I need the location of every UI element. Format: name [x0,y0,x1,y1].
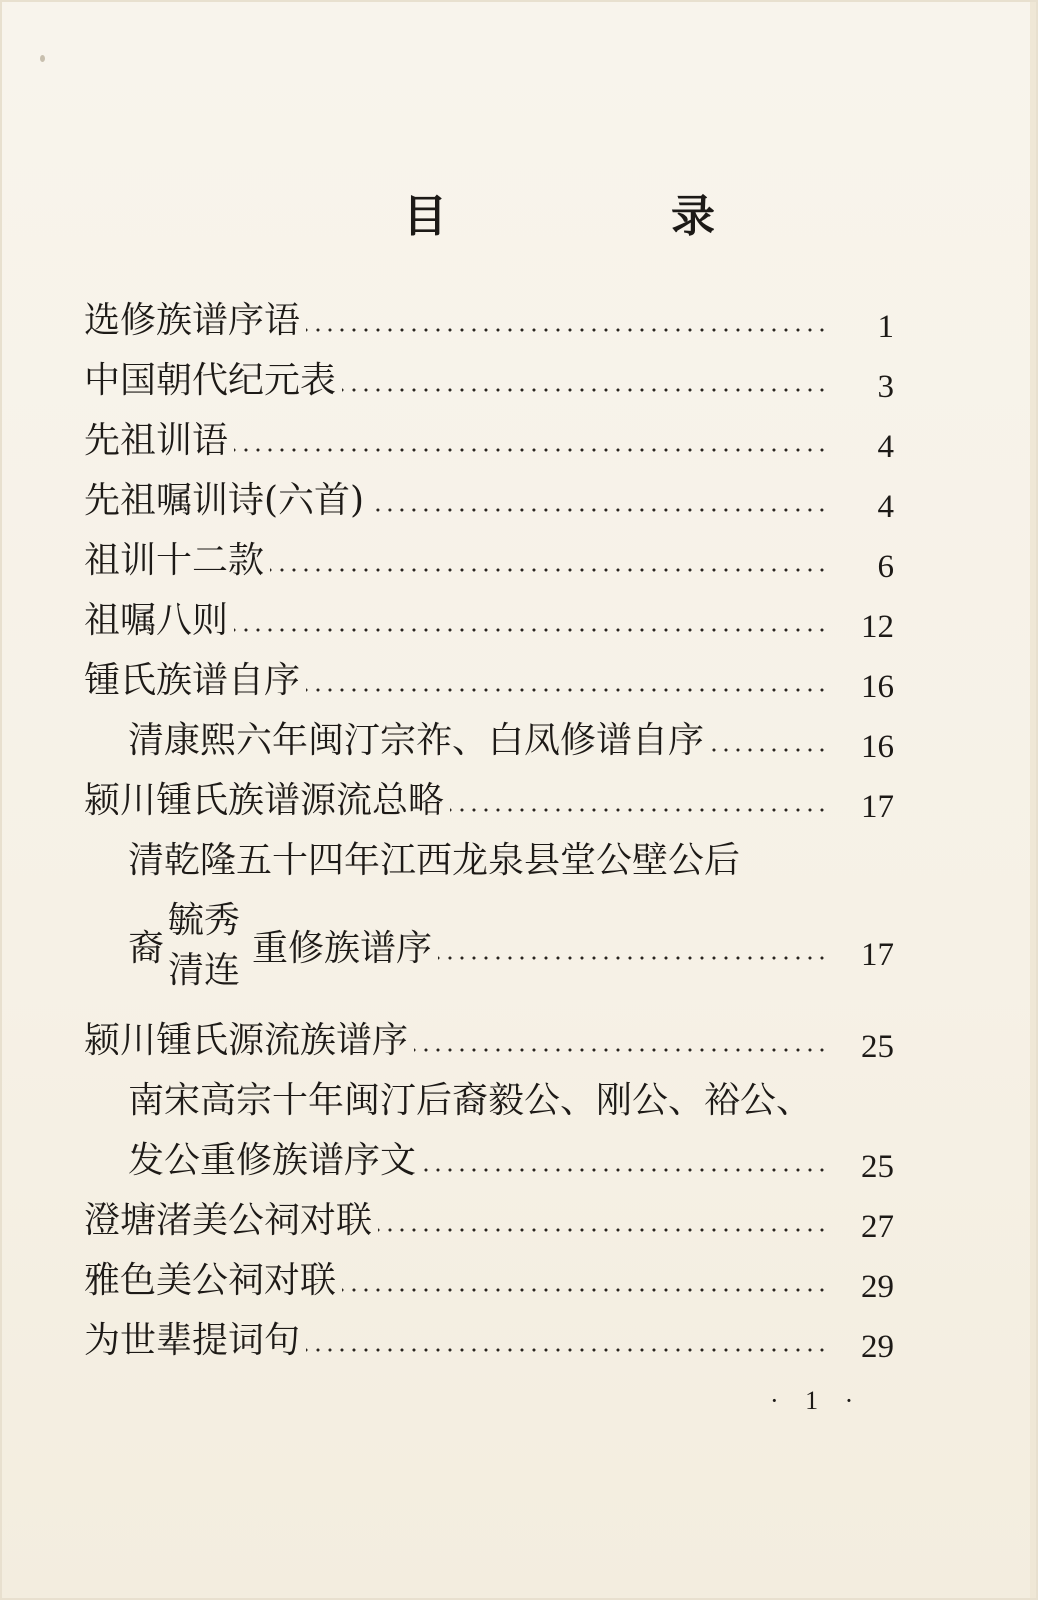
toc-entry-label: 雅色美公祠对联 [84,1260,337,1301]
toc-entry-label: 南宋高宗十年闽汀后裔毅公、刚公、裕公、 [128,1080,813,1121]
toc-page-number: 1 [877,309,894,345]
toc-entry[interactable] [84,416,894,466]
toc-entry-label: 重修族谱序 [252,928,433,969]
dot-leader [746,864,876,876]
dot-leader [306,324,828,336]
dot-leader [306,684,828,696]
dot-leader [306,1344,828,1356]
toc-entry-label: 先祖训语 [84,420,229,461]
toc-entry[interactable] [84,656,894,706]
toc-entry[interactable] [84,536,894,586]
stacked-name-top: 毓秀 [168,900,241,941]
toc-page-number: 25 [861,1149,894,1185]
dot-leader [234,624,828,636]
toc-entry-label: 先祖嘱训诗(六首) [84,480,365,521]
toc-page-number: 4 [877,489,894,525]
toc-subentry[interactable] [128,1136,894,1186]
toc-entry[interactable] [84,476,894,526]
toc-entry-label: 祖训十二款 [84,540,265,581]
toc-page-number: 3 [877,369,894,405]
paper-speck [40,55,45,62]
composite-prefix: 裔 [128,928,165,969]
toc-entry-label: 澄塘渚美公祠对联 [84,1200,373,1241]
toc-entry[interactable] [84,1016,894,1066]
toc-entry[interactable] [84,776,894,826]
toc-page-number: 16 [861,669,894,705]
toc-page-number: 29 [861,1329,894,1365]
page-title: 目 录 [403,191,805,242]
dot-leader [710,744,828,756]
dot-leader [414,1044,828,1056]
toc-entry-label: 中国朝代纪元表 [84,360,337,401]
dot-leader [378,1224,828,1236]
toc-page-number: 16 [861,729,894,765]
toc-entry[interactable] [84,356,894,406]
toc-entry[interactable] [84,296,894,346]
toc-subentry-composite[interactable] [128,896,894,1000]
toc-subentry[interactable] [128,1076,894,1126]
toc-entry-label: 发公重修族谱序文 [128,1140,417,1181]
toc-page-number: 6 [877,549,894,585]
toc-entry-label: 清康熙六年闽汀宗祚、白凤修谱自序 [128,720,705,761]
toc-page-number: 4 [877,429,894,465]
dot-leader [422,1164,828,1176]
toc-subentry[interactable] [128,836,894,886]
dot-leader [370,504,828,516]
dot-leader [438,952,828,964]
toc-entry-label: 颍川锺氏族谱源流总略 [84,780,445,821]
toc-page-number: 17 [861,937,894,973]
toc-entry[interactable] [84,1256,894,1306]
stacked-name-bottom: 清连 [168,950,241,991]
dot-leader [342,1284,828,1296]
composite-line [252,924,894,974]
dot-leader [450,804,828,816]
toc-entry[interactable] [84,596,894,646]
toc-subentry[interactable] [128,716,894,766]
dot-leader [234,444,828,456]
dot-leader [270,564,828,576]
toc-entry-label: 选修族谱序语 [84,300,301,341]
toc-entry-label: 颍川锺氏源流族谱序 [84,1020,409,1061]
toc-entry[interactable] [84,1196,894,1246]
toc-page-number: 25 [861,1029,894,1065]
toc-entry-label: 清乾隆五十四年江西龙泉县堂公壁公后 [128,840,741,881]
toc-page-number: 17 [861,789,894,825]
toc-page-number: 27 [861,1209,894,1245]
toc-page-number: 12 [861,609,894,645]
dot-leader [342,384,828,396]
toc-entry-label: 祖嘱八则 [84,600,229,641]
dot-leader [818,1104,876,1116]
page-folio: · 1 · [770,1386,864,1415]
toc-entry-label: 锺氏族谱自序 [84,660,301,701]
toc-entry-label: 为世辈提词句 [84,1320,301,1361]
toc-page-number: 29 [861,1269,894,1305]
stacked-names [168,896,248,996]
toc-entry[interactable] [84,1316,894,1366]
